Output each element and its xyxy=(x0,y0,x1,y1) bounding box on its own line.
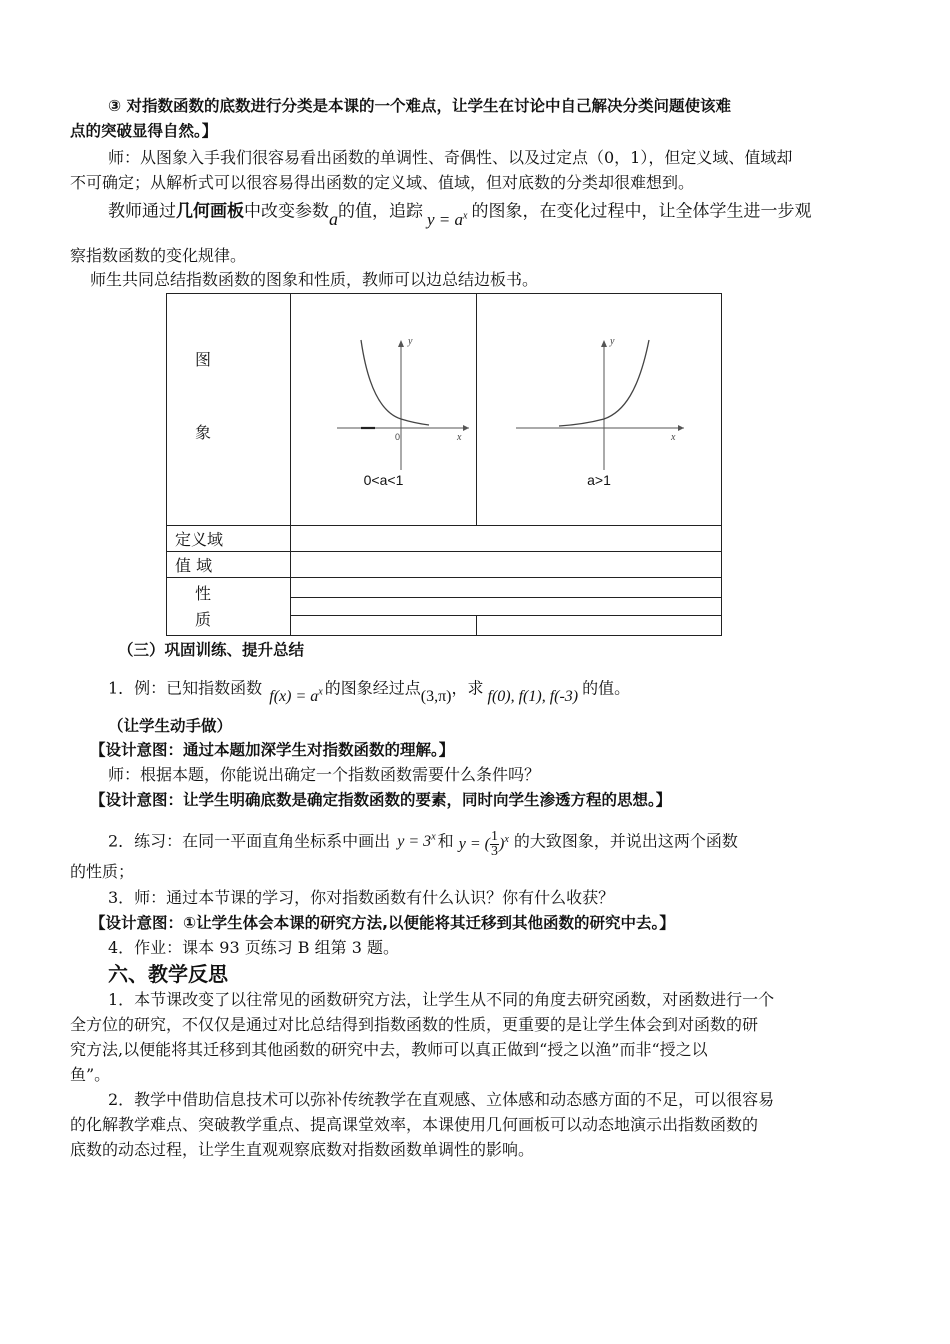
ghk-paragraph-line1 xyxy=(108,198,812,229)
ex1-function: f(x) = a xyxy=(269,688,319,706)
design-note-line2: 点的突破显得自然。】 xyxy=(70,122,218,140)
summary-line: 师生共同总结指数函数的图象和性质，教师可以边总结边板书。 xyxy=(90,270,539,289)
ex2-f2-pre: y = ( xyxy=(458,834,490,852)
teacher-paragraph-line2: 不可确定；从解析式可以很容易得出函数的定义域、值域，但对底数的分类却很难想到。 xyxy=(70,173,695,192)
y-axis-arrow xyxy=(601,340,607,347)
image-label-1: 图 xyxy=(195,349,212,369)
param-a: a xyxy=(329,208,338,229)
reflection-p2-line1: 2．教学中借助信息技术可以弥补传统教学在直观感、立体感和动态感方面的不足，可以很容易 xyxy=(108,1090,775,1109)
x-label: x xyxy=(456,431,461,443)
prop-label-1: 性 xyxy=(195,583,212,603)
ex2-text-post: 的大致图象，并说出这两个函数 xyxy=(513,831,738,851)
exercise-2-line2: 的性质； xyxy=(70,862,135,881)
exercise-3: 3．师：通过本节课的学习，你对指数函数有什么认识？你有什么收获？ xyxy=(108,888,615,907)
formula-exp: x xyxy=(463,210,468,221)
ex1-values: f(0), f(1), f(-3) xyxy=(487,688,579,706)
ex2-and: 和 xyxy=(437,831,454,851)
design-note-1: 【设计意图：通过本题加深学生对指数函数的理解。】 xyxy=(90,741,455,759)
image-label-cell xyxy=(167,294,291,526)
ex2-formula-1: y = 3 xyxy=(397,833,432,851)
ex1-text-pre: 1．例：已知指数函数 xyxy=(108,678,263,698)
curve-decreasing xyxy=(361,340,429,425)
x-axis-arrow xyxy=(463,425,469,431)
design-note-line1: ③ 对指数函数的底数进行分类是本课的一个难点，让学生在讨论中自己解决分类问题使该难 xyxy=(108,97,732,115)
y-axis-arrow xyxy=(398,340,404,347)
graph-decreasing xyxy=(309,332,459,472)
ex2-formula-1-exp: x xyxy=(431,832,436,843)
ex2-formula-2 xyxy=(459,822,509,862)
ex1-point: (3,π) xyxy=(420,688,452,706)
row-domain-label: 定义域 xyxy=(167,526,291,552)
reflection-p1-line4: 鱼”。 xyxy=(70,1065,111,1084)
row-properties-label xyxy=(167,578,291,636)
caption-decreasing: 0<a<1 xyxy=(363,471,404,488)
ex2-f2-denominator: 3 xyxy=(490,843,498,859)
origin-label: 0 xyxy=(394,431,400,442)
x-axis-arrow xyxy=(678,425,684,431)
formula-y-ax: y = a xyxy=(427,209,464,229)
ex2-text-pre: 2．练习：在同一平面直角坐标系中画出 xyxy=(108,831,391,851)
graph-increasing xyxy=(524,332,674,472)
ex1-text-mid: 的图象经过点 xyxy=(324,678,421,698)
ex2-f2-exp: x xyxy=(504,833,509,845)
ghk-text-pre: 教师通过 xyxy=(108,201,176,222)
ex1-text-post: 的值。 xyxy=(582,678,631,698)
section3-heading: （三）巩固训练、提升总结 xyxy=(118,641,305,659)
graph-decreasing-cell xyxy=(291,294,477,526)
ex2-f2-numerator: 1 xyxy=(490,828,498,844)
prop-row-3-left xyxy=(291,616,477,636)
ghk-text-mid: 中改变参数 xyxy=(244,201,329,222)
design-note-2: 【设计意图：让学生明确底数是确定指数函数的要素，同时向学生渗透方程的思想。】 xyxy=(90,791,672,809)
prop-row-1 xyxy=(291,578,722,598)
teacher-paragraph-line1: 师：从图象入手我们很容易看出函数的单调性、奇偶性、以及过定点（0，1），但定义域、值域却 xyxy=(108,148,793,167)
exercise-2 xyxy=(108,820,738,862)
section6-heading: 六、教学反思 xyxy=(108,962,228,986)
ghk-text-post: 的图象，在变化过程中，让全体学生进一步观 xyxy=(471,201,812,222)
prop-label-2: 质 xyxy=(195,609,212,629)
x-label: x xyxy=(671,431,676,443)
graph-increasing-cell xyxy=(477,294,722,526)
prop-row-2 xyxy=(291,598,722,616)
example-1 xyxy=(108,668,630,706)
y-label: y xyxy=(610,335,615,347)
hands-on-note: （让学生动手做） xyxy=(108,717,233,735)
ex2-f2-post: ) xyxy=(498,834,505,852)
row-domain-value xyxy=(291,526,722,552)
reflection-p1-line3: 究方法,以便能将其迁移到其他函数的研究中去，教师可以真正做到“授之以渔”而非“授之以 xyxy=(70,1040,708,1059)
teacher-question: 师：根据本题，你能说出确定一个指数函数需要什么条件吗？ xyxy=(108,765,541,784)
homework: 4．作业：课本 93 页练习 B 组第 3 题。 xyxy=(108,938,399,957)
ghk-bold-term: 几何画板 xyxy=(176,201,244,222)
prop-row-3-right xyxy=(477,616,722,636)
exponential-properties-table xyxy=(166,293,722,636)
reflection-p1-line1: 1．本节课改变了以往常见的函数研究方法，让学生从不同的角度去研究函数，对函数进行一个 xyxy=(108,990,775,1009)
caption-increasing: a>1 xyxy=(587,471,611,488)
row-range-value xyxy=(291,552,722,578)
reflection-p2-line2: 的化解教学难点、突破教学重点、提高课堂效率，本课使用几何画板可以动态地演示出指数函数的 xyxy=(70,1115,759,1134)
ghk-text-mid2: 的值，追踪 xyxy=(338,201,423,222)
reflection-p2-line3: 底数的动态过程，让学生直观观察底数对指数函数单调性的影响。 xyxy=(70,1140,535,1159)
design-note-3: 【设计意图：①让学生体会本课的研究方法,以便能将其迁移到其他函数的研究中去。】 xyxy=(90,914,675,932)
ex1-text-mid2: ，求 xyxy=(451,678,484,698)
row-range-label: 值 域 xyxy=(167,552,291,578)
reflection-p1-line2: 全方位的研究，不仅仅是通过对比总结得到指数函数的性质，更重要的是让学生体会到对函数的研 xyxy=(70,1015,759,1034)
image-label-2: 象 xyxy=(195,422,212,442)
ex1-function-exp: x xyxy=(318,687,323,698)
y-label: y xyxy=(407,335,412,347)
ghk-paragraph-line2: 察指数函数的变化规律。 xyxy=(70,246,247,265)
